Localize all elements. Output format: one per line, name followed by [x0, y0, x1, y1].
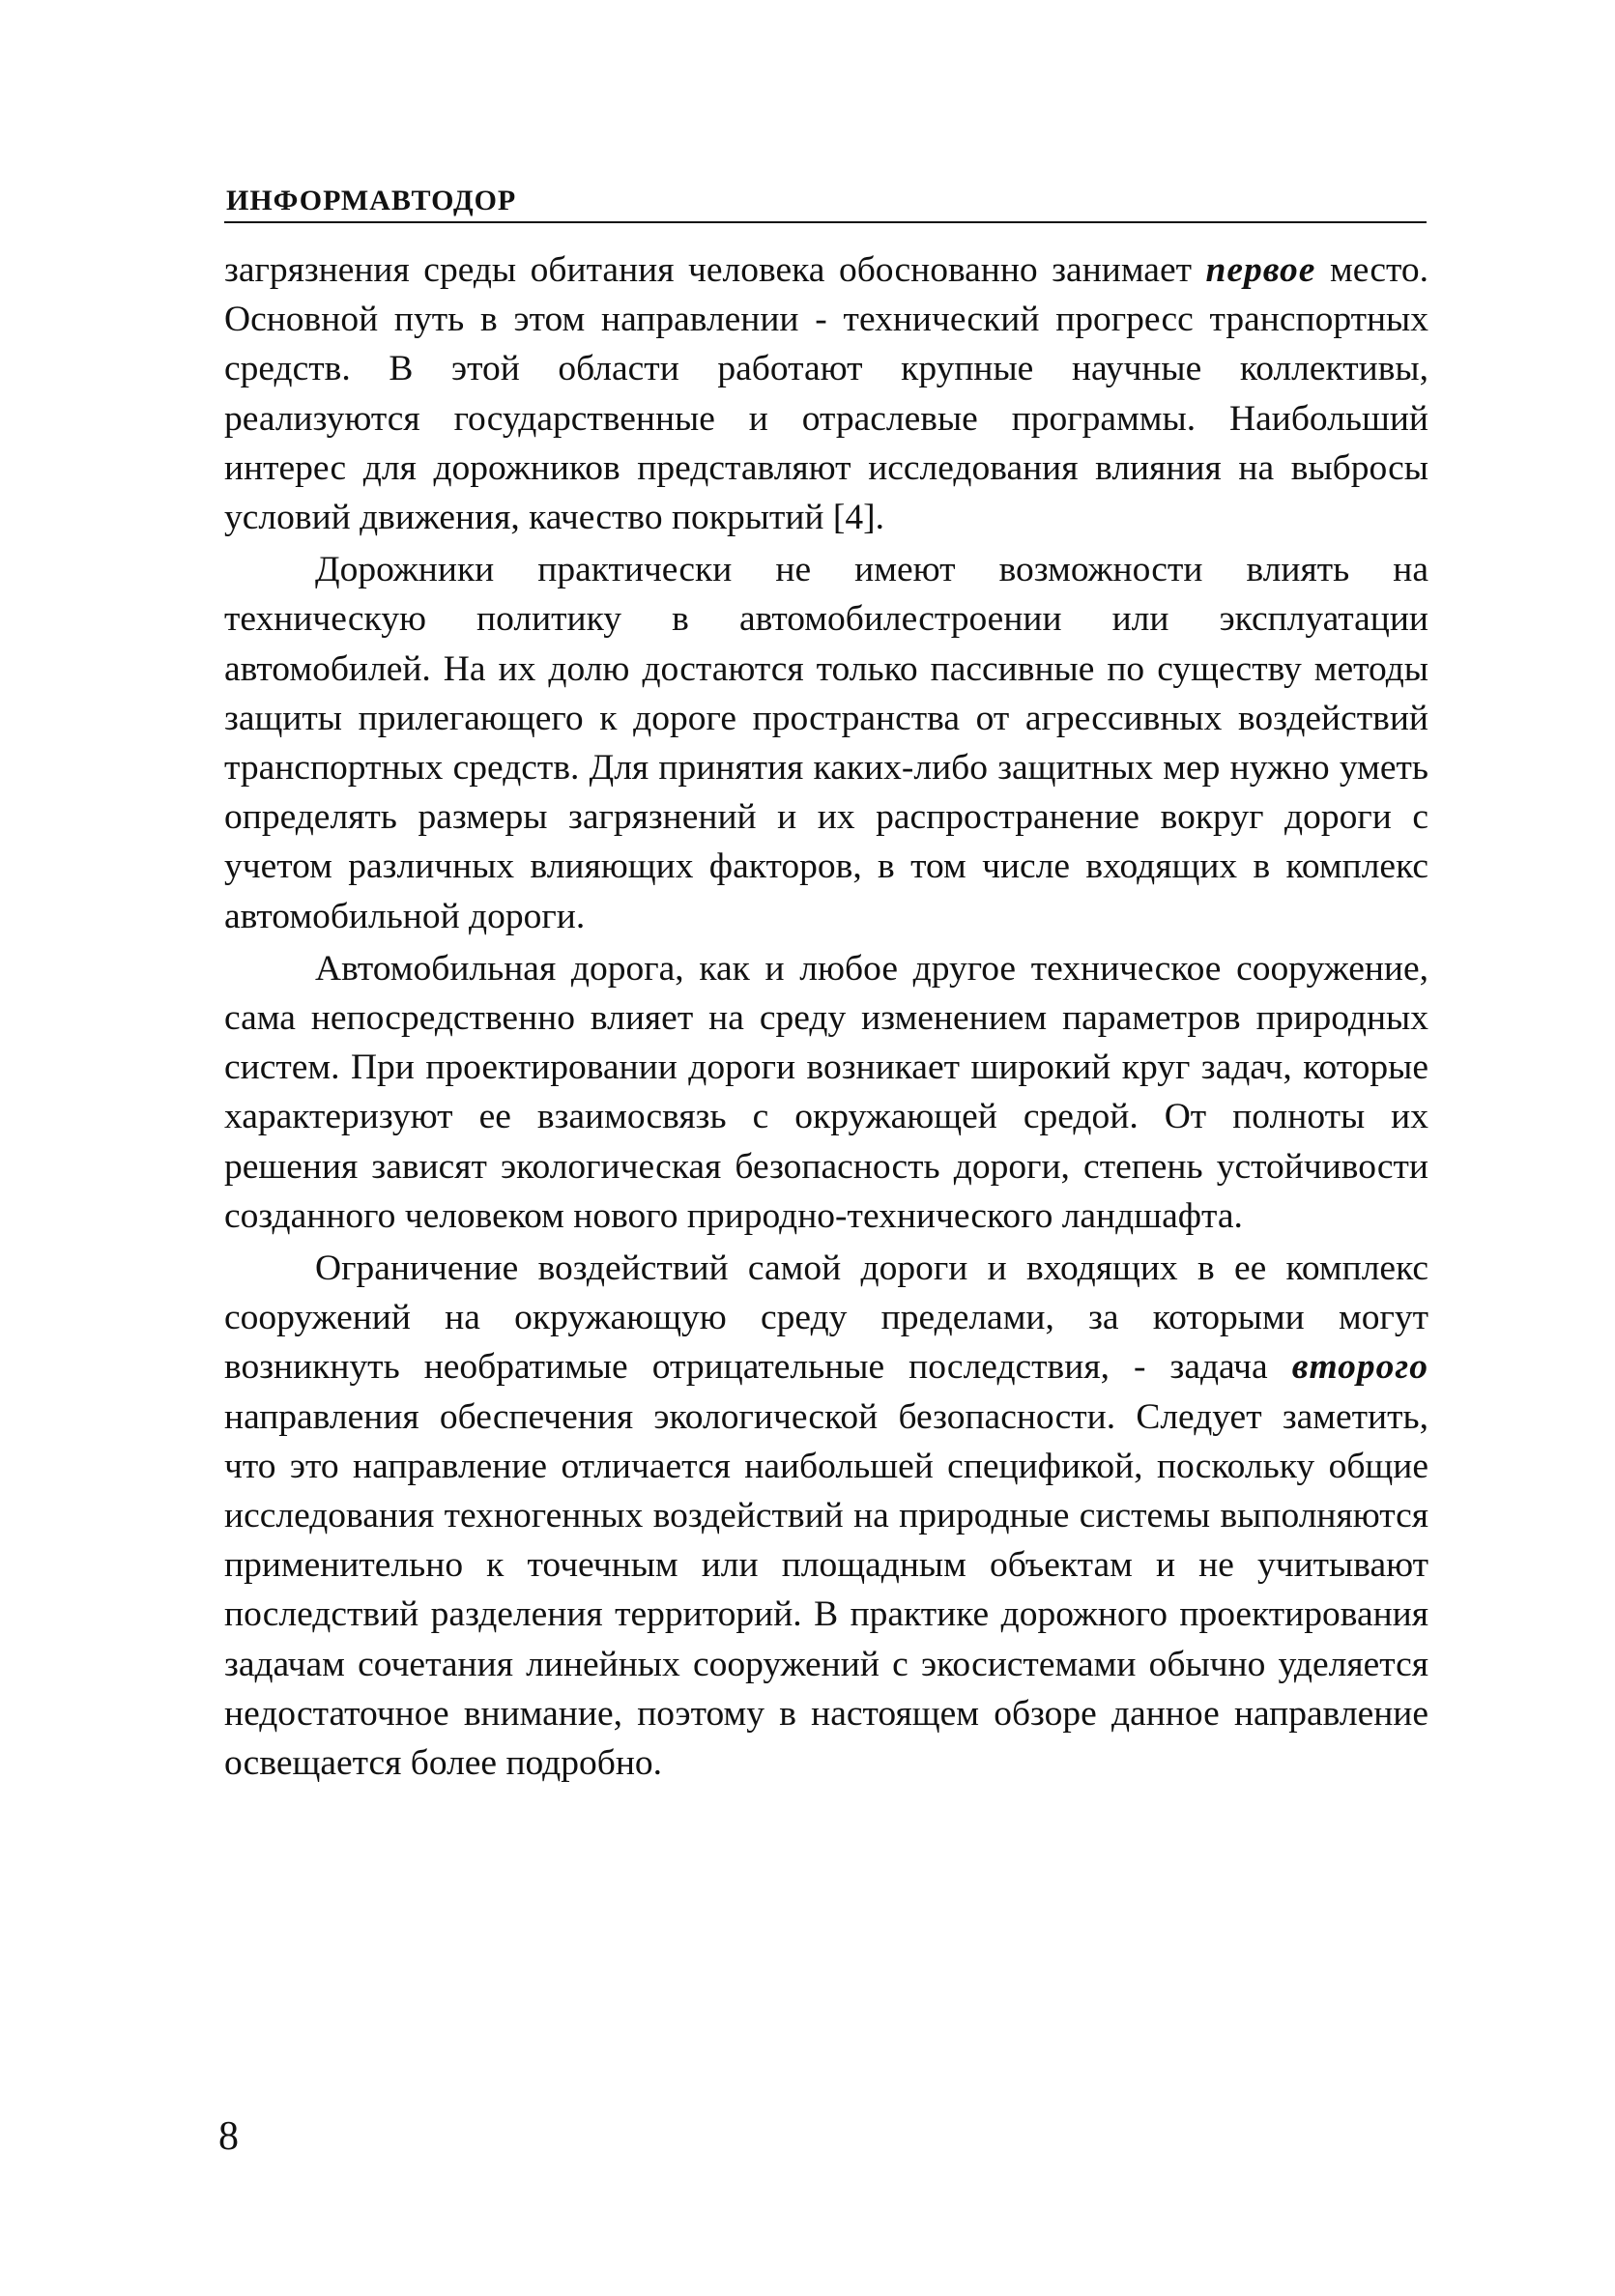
paragraph-4-emphasis: второго [1291, 1347, 1428, 1388]
paragraph-4-text-after: направления обеспечения экологической безопасности. Следует заметить, что это направление отличается наибольшей спецификой, поскольку общие исследования техногенных воздействий на природные системы выполняются применительно к точечным или площадным объектам и не учитывают последствий разделения территорий. В практике дорожного проектирования задачам сочетания линейных сооружений с экосистемами обычно уделяется недостаточное внимание, поэтому в настоящем обзоре данное направление освещается более подробно. [224, 1396, 1428, 1784]
paragraph-1-emphasis: первое [1205, 250, 1316, 290]
body-text [224, 245, 1428, 1788]
paragraph-1-text-before: загрязнения среды обитания человека обоснованно занимает [224, 250, 1206, 290]
header-rule [224, 221, 1427, 223]
paragraph-3: Автомобильная дорога, как и любое другое техническое сооружение, сама непосредственно влияет на среду изменением параметров природных систем. При проектировании дороги возникает широкий круг задач, которые характеризуют ее взаимосвязь с окружающей средой. От полноты их решения зависят экологическая безопасность дороги, степень устойчивости созданного человеком нового природно-технического ландшафта. [224, 948, 1428, 1236]
paragraph-4-text-before: Ограничение воздействий самой дороги и входящих в ее комплекс сооружений на окружающую среду пределами, за которыми могут возникнуть необратимые отрицательные последствия, - задача [224, 1248, 1428, 1388]
paragraph-2: Дорожники практически не имеют возможности влиять на техническую политику в автомобилестроении или эксплуатации автомобилей. На их долю достаются только пассивные по существу методы защиты прилегающего к дороге пространства от агрессивных воздействий транспортных средств. Для принятия каких-либо защитных мер нужно уметь определять размеры загрязнений и их распространение вокруг дороги с учетом различных влияющих факторов, в том числе входящих в комплекс автомобильной дороги. [224, 550, 1428, 936]
paragraph-1-text-after: место. Основной путь в этом направлении - технический прогресс транспортных средств. В этой области работают крупные научные коллективы, реализуются государственные и отраслевые программы. Наибольший интерес для дорожников представляют исследования влияния на выбросы условий движения, качество покрытий [4]. [224, 250, 1428, 538]
running-head: ИНФОРМАВТОДОР [226, 185, 517, 216]
page-number: 8 [218, 2114, 239, 2159]
paragraph-4 [224, 1244, 1428, 1788]
paragraph-continued [224, 245, 1428, 542]
